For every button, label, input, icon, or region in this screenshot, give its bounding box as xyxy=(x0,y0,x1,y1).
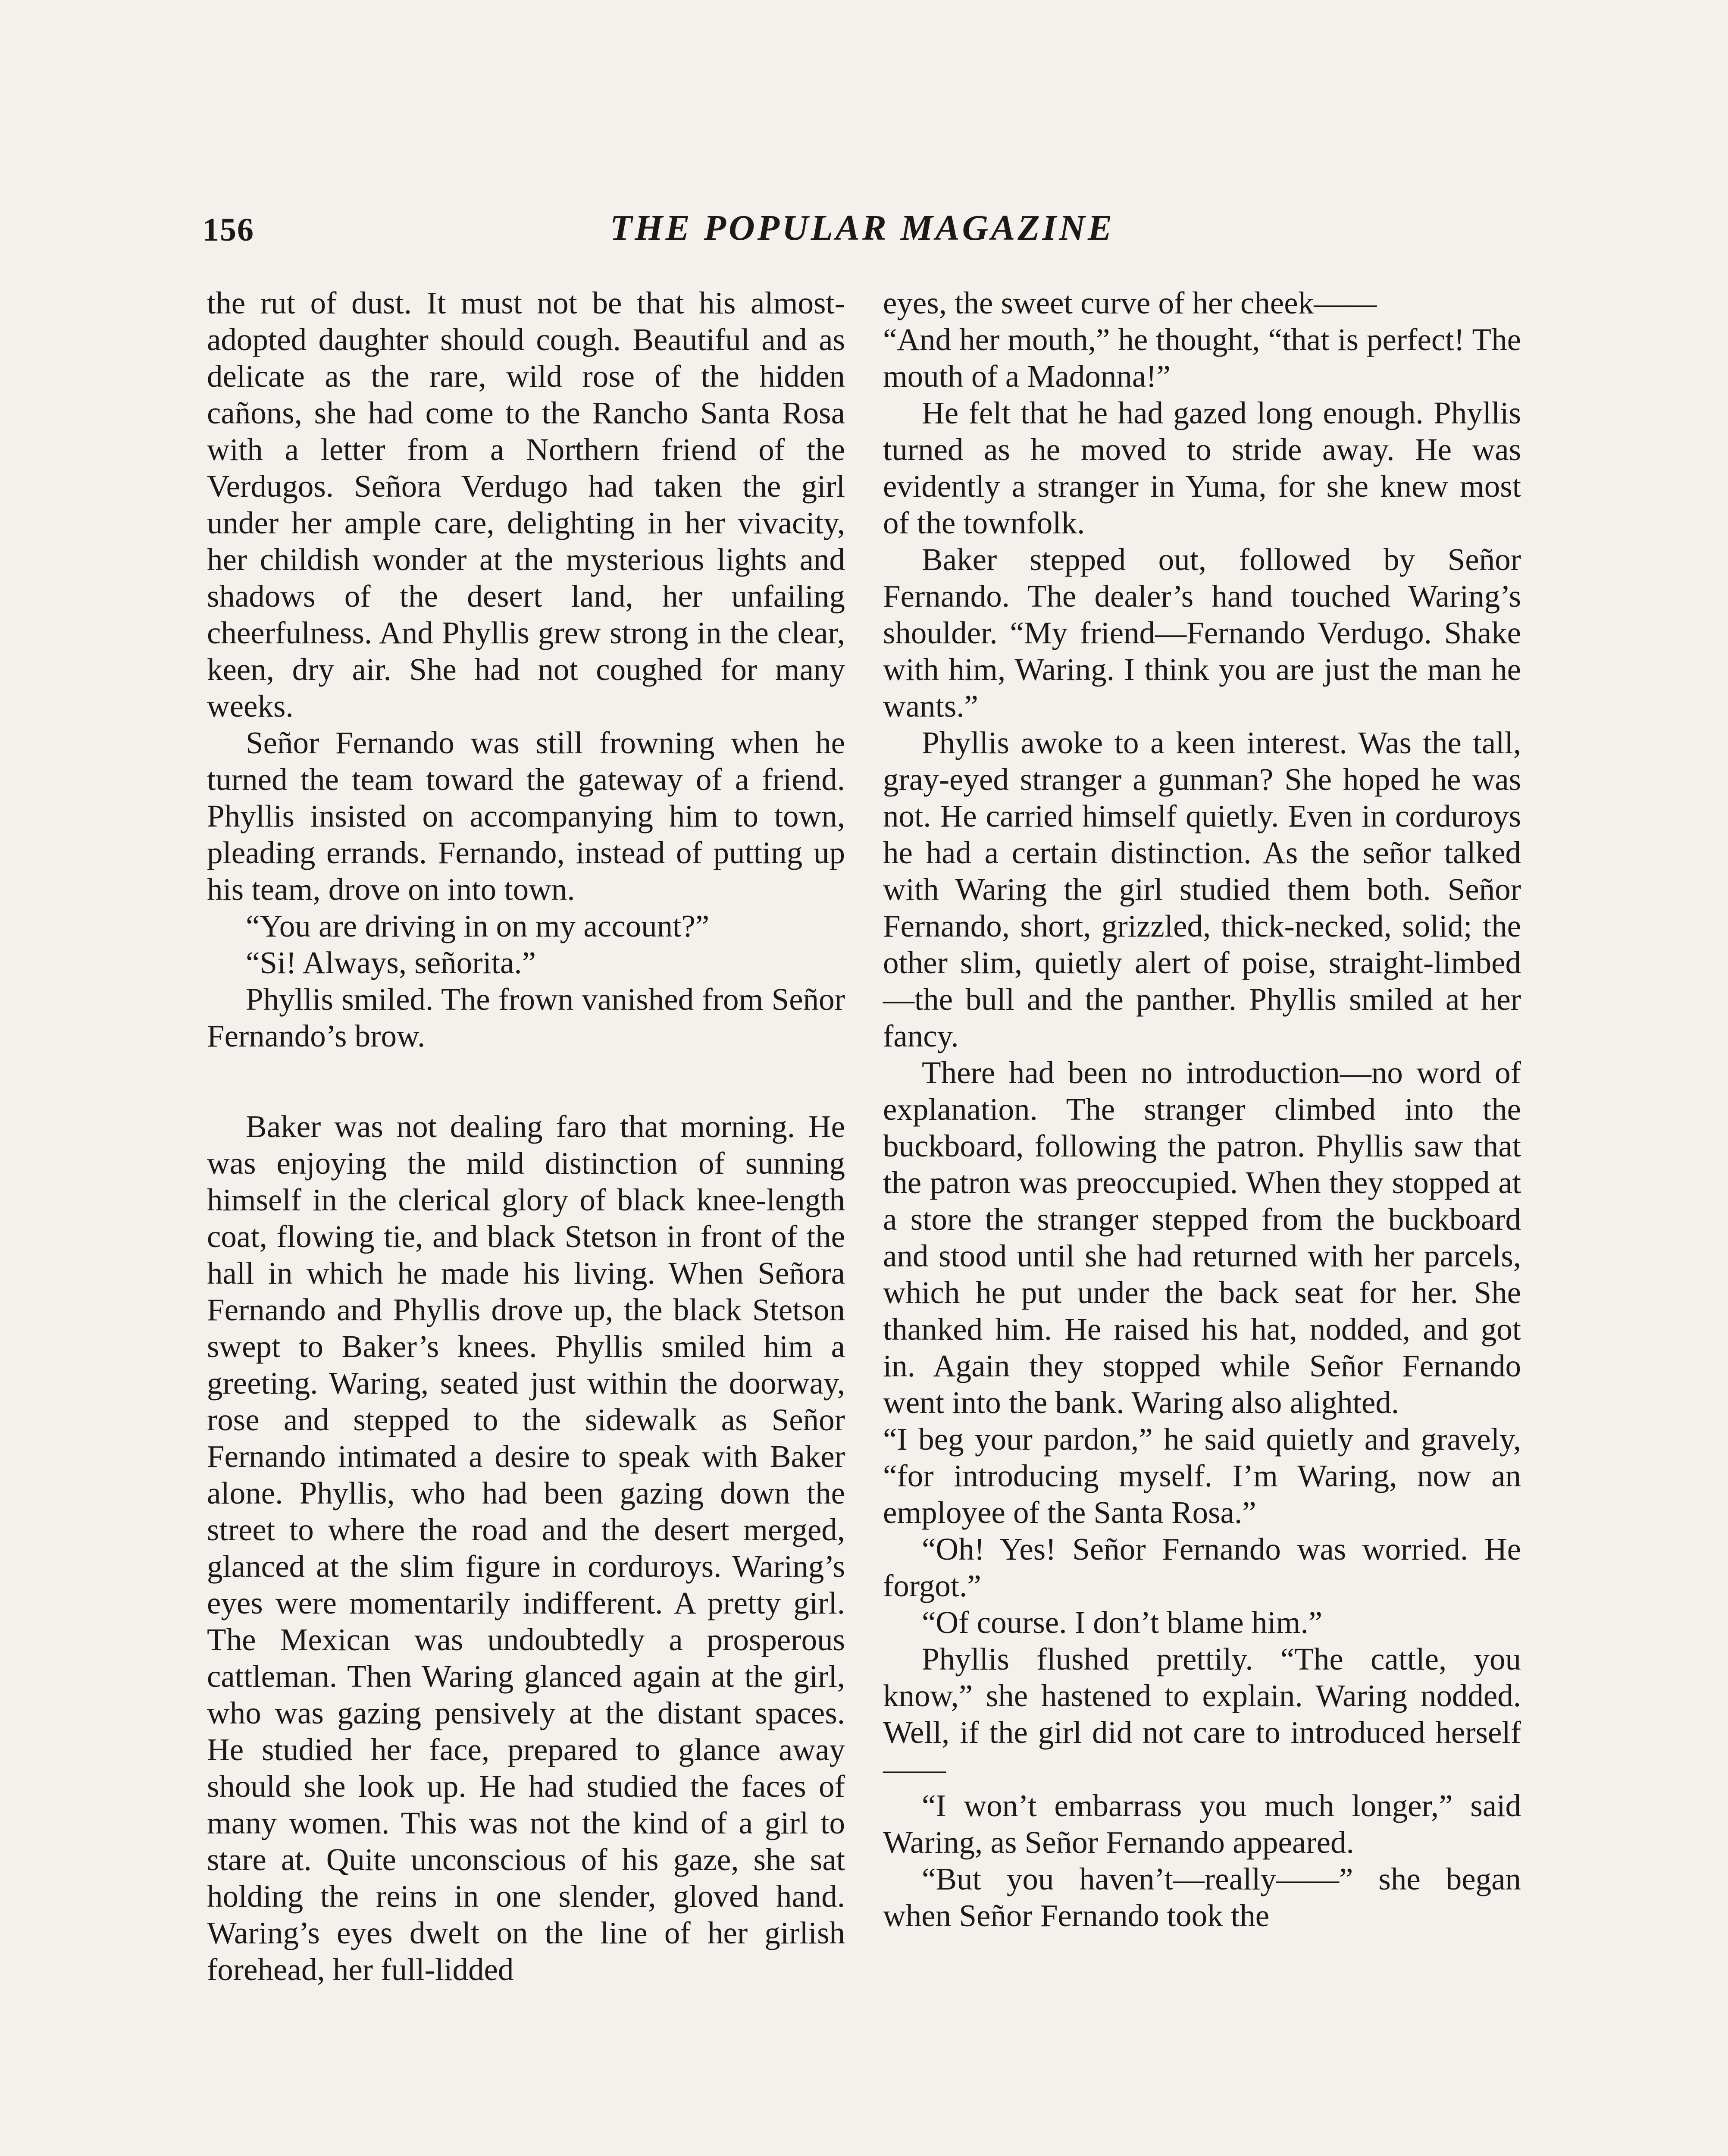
paragraph: Phyllis flushed prettily. “The cattle, you know,” she hastened to explain. Waring nodded. Well, if the girl did not care to introduced herself—— xyxy=(883,1642,1521,1786)
paragraph: Phyllis smiled. The frown vanished from Señor Fernando’s brow. xyxy=(207,982,845,1053)
page-number: 156 xyxy=(203,212,254,248)
magazine-title: THE POPULAR MAGAZINE xyxy=(610,208,1115,248)
paragraph: “Si! Always, señorita.” xyxy=(246,945,536,980)
paragraph: “And her mouth,” he thought, “that is perfect! The mouth of a Madonna!” xyxy=(883,322,1521,394)
paragraph: Phyllis awoke to a keen interest. Was the tall, gray-eyed stranger a gunman? She hoped he was not. He carried himself quietly. Even in corduroys he had a certain distinction. As the señor talked with Waring the girl studied them both. Señor Fernando, short, grizzled, thick-necked, solid; the other slim, quietly alert of poise, straight-limbed—the bull and the panther. Phyllis smiled at her fancy. xyxy=(883,725,1521,1053)
paragraph: “I won’t embarrass you much longer,” said Waring, as Señor Fernando appeared. xyxy=(883,1788,1521,1860)
paragraph: “I beg your pardon,” he said quietly and gravely, “for introducing myself. I’m Waring, now an employee of the Santa Rosa.” xyxy=(883,1422,1521,1530)
paragraph: “Oh! Yes! Señor Fernando was worried. He forgot.” xyxy=(883,1532,1521,1603)
paragraph: “But you haven’t—really——” she began when Señor Fernando took the xyxy=(883,1861,1521,1933)
paragraph: He felt that he had gazed long enough. Phyllis turned as he moved to stride away. He was evidently a stranger in Yuma, for she knew most of the townfolk. xyxy=(883,395,1521,540)
left-column xyxy=(207,285,845,1988)
paragraph: Baker stepped out, followed by Señor Fernando. The dealer’s hand touched Waring’s shoulder. “My friend—Fernando Verdugo. Shake with him, Waring. I think you are just the man he wants.” xyxy=(883,542,1521,724)
paragraph: Baker was not dealing faro that morning. He was enjoying the mild distinction of sunning himself in the clerical glory of black knee-length coat, flowing tie, and black Stetson in front of the hall in which he made his living. When Señora Fernando and Phyllis drove up, the black Stetson swept to Baker’s knees. Phyllis smiled him a greeting. Waring, seated just within the doorway, rose and stepped to the sidewalk as Señor Fernando intimated a desire to speak with Baker alone. Phyllis, who had been gazing down the street to where the road and the desert merged, glanced at the slim figure in corduroys. Waring’s eyes were momentarily indifferent. A pretty girl. The Mexican was undoubtedly a prosperous cattleman. Then Waring glanced again at the girl, who was gazing pensively at the distant spaces. He studied her face, prepared to glance away should she look up. He had studied the faces of many women. This was not the kind of a girl to stare at. Quite unconscious of his gaze, she sat holding the reins in one slender, gloved hand. Waring’s eyes dwelt on the line of her girlish forehead, her full-lidded xyxy=(207,1109,845,1987)
page-header xyxy=(203,203,1522,263)
paragraph: “You are driving in on my account?” xyxy=(246,909,710,943)
paragraph: eyes, the sweet curve of her cheek—— xyxy=(883,285,1377,320)
right-column xyxy=(883,285,1521,1934)
paragraph: Señor Fernando was still frowning when he turned the team toward the gateway of a friend. Phyllis insisted on accompanying him to town, pleading errands. Fernando, instead of putting up his team, drove on into town. xyxy=(207,725,845,907)
paragraph: the rut of dust. It must not be that his almost-adopted daughter should cough. Beautiful and as delicate as the rare, wild rose of the hidden cañons, she had come to the Rancho Santa Rosa with a letter from a Northern friend of the Verdugos. Señora Verdugo had taken the girl under her ample care, delighting in her vivacity, her childish wonder at the mysterious lights and shadows of the desert land, her unfailing cheerfulness. And Phyllis grew strong in the clear, keen, dry air. She had not coughed for many weeks. xyxy=(207,285,845,724)
paragraph: “Of course. I don’t blame him.” xyxy=(922,1605,1323,1640)
paragraph: There had been no introduction—no word of explanation. The stranger climbed into the buckboard, following the patron. Phyllis saw that the patron was preoccupied. When they stopped at a store the stranger stepped from the buckboard and stood until she had returned with her parcels, which he put under the back seat for her. She thanked him. He raised his hat, nodded, and got in. Again they stopped while Señor Fernando went into the bank. Waring also alighted. xyxy=(883,1055,1521,1420)
